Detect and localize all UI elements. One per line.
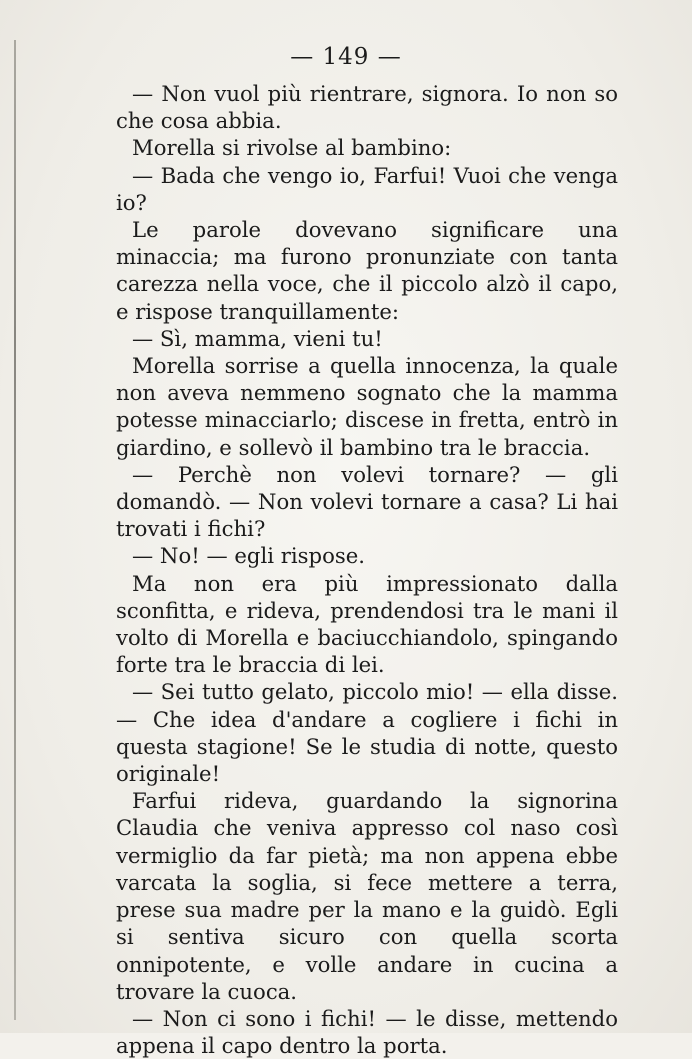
paragraph: — No! — egli rispose. xyxy=(132,543,366,569)
page-number: — 149 — xyxy=(290,44,402,70)
paragraph: — Non ci sono i fichi! — le disse, mettendo appena il capo dentro la porta. xyxy=(116,1005,618,1059)
page-binding-edge xyxy=(14,40,16,1020)
paragraph: — Bada che vengo io, Farfui! Vuoi che venga io? xyxy=(116,162,618,215)
paragraph: Le parole dovevano significare una minaccia; ma furono pronunziate con tanta carezza nella voce, che il piccolo alzò il capo, e rispose tranquillamente: xyxy=(116,217,618,324)
paragraph: Morella sorrise a quella innocenza, la quale non aveva nemmeno sognato che la mamma potesse minacciarlo; discese in fretta, entrò in giardino, e sollevò il bambino tra le braccia. xyxy=(116,353,618,460)
paragraph: — Perchè non volevi tornare? — gli domandò. — Non volevi tornare a casa? Li hai trovati i fichi? xyxy=(116,461,618,542)
paragraph: Morella si rivolse al bambino: xyxy=(132,135,452,161)
paragraph: — Sì, mamma, vieni tu! xyxy=(132,325,383,351)
paragraph: — Non vuol più rientrare, signora. Io non so che cosa abbia. xyxy=(116,81,618,134)
paragraph: — Sei tutto gelato, piccolo mio! — ella disse. — Che idea d'andare a cogliere i fichi in questa stagione! Se le studia di notte, questo originale! xyxy=(116,679,618,787)
paragraph: Farfui rideva, guardando la signorina Claudia che veniva appresso col naso così vermiglio da far pietà; ma non appena ebbe varcata la soglia, si fece mettere a terra, prese sua madre per la mano e la guidò. Egli si sentiva sicuro con quella scorta onnipotente, e volle andare in cucina a trovare la cuoca. xyxy=(116,788,618,1004)
paragraph: Ma non era più impressionato dalla sconfitta, e rideva, prendendosi tra le mani il volto di Morella e baciucchiandolo, spingando forte tra le braccia di lei. xyxy=(116,570,618,678)
page-text xyxy=(116,80,618,1059)
